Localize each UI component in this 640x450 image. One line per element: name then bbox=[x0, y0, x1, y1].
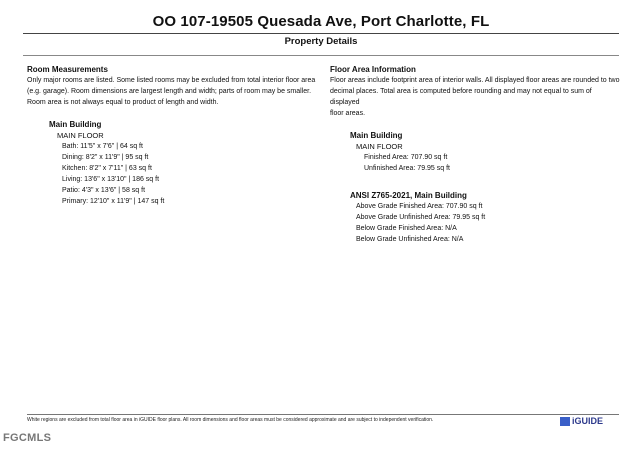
property-details-page bbox=[23, 10, 619, 434]
brand-name: iGUIDE bbox=[572, 416, 604, 426]
room-item: Kitchen: 8'2" x 7'11" | 63 sq ft bbox=[62, 165, 152, 172]
mls-watermark: FGCMLS bbox=[3, 432, 52, 444]
room-item: Primary: 12'10" x 11'9" | 147 sq ft bbox=[62, 198, 165, 205]
room-measurements-section bbox=[27, 64, 317, 207]
room-item: Living: 13'6" x 13'10" | 186 sq ft bbox=[62, 176, 160, 183]
area-list bbox=[350, 152, 620, 174]
note-line: Room area is not always equal to product of length and width. bbox=[27, 99, 219, 106]
page-title: OO 107-19505 Quesada Ave, Port Charlotte, FL bbox=[152, 13, 490, 30]
area-item: Finished Area: 707.90 sq ft bbox=[364, 154, 448, 161]
note-line: Only major rooms are listed. Some listed rooms may be excluded from total interior floor area bbox=[27, 77, 316, 84]
building-name: Main Building bbox=[49, 120, 102, 129]
room-measurements-heading: Room Measurements bbox=[27, 65, 108, 74]
room-measurements-note bbox=[27, 75, 317, 108]
ansi-heading: ANSI Z765-2021, Main Building bbox=[350, 191, 467, 200]
floor-area-heading: Floor Area Information bbox=[330, 65, 416, 74]
floor-name: MAIN FLOOR bbox=[356, 142, 403, 151]
note-line: Floor areas include footprint area of interior walls. All displayed floor areas are rounded to two bbox=[330, 77, 620, 84]
floor-name: MAIN FLOOR bbox=[57, 131, 104, 140]
ansi-item: Above Grade Finished Area: 707.90 sq ft bbox=[356, 203, 483, 210]
section-title: Property Details bbox=[284, 36, 358, 47]
footer-divider bbox=[27, 414, 619, 415]
note-line: (e.g. garage). Room dimensions are largest length and width; parts of room may be smaller. bbox=[27, 88, 312, 95]
note-line: decimal places. Total area is computed before rounding and may not equal to sum of displayed bbox=[330, 88, 592, 106]
room-item: Dining: 8'2" x 11'9" | 95 sq ft bbox=[62, 154, 149, 161]
building-name: Main Building bbox=[350, 131, 403, 140]
iguide-logo-icon bbox=[560, 417, 570, 426]
room-item: Patio: 4'3" x 13'6" | 58 sq ft bbox=[62, 187, 146, 194]
ansi-item: Above Grade Unfinished Area: 79.95 sq ft bbox=[356, 214, 486, 221]
room-list bbox=[49, 141, 317, 207]
title-divider bbox=[23, 33, 619, 34]
subtitle-divider bbox=[23, 55, 619, 56]
main-building-rooms bbox=[27, 119, 317, 207]
ansi-item: Below Grade Unfinished Area: N/A bbox=[356, 236, 464, 243]
floor-area-note bbox=[330, 75, 620, 119]
floor-area-section bbox=[330, 64, 620, 245]
main-building-areas bbox=[330, 130, 620, 174]
footer-disclaimer: White regions are excluded from total floor area in iGUIDE floor plans. All room dimensions and floor areas must be considered approximate and are subject to independent verification. bbox=[27, 417, 434, 423]
note-line: floor areas. bbox=[330, 110, 366, 117]
room-item: Bath: 11'5" x 7'6" | 64 sq ft bbox=[62, 143, 143, 150]
ansi-list bbox=[350, 201, 620, 245]
ansi-section bbox=[330, 190, 620, 245]
ansi-item: Below Grade Finished Area: N/A bbox=[356, 225, 457, 232]
iguide-logo bbox=[560, 416, 603, 426]
area-item: Unfinished Area: 79.95 sq ft bbox=[364, 165, 450, 172]
